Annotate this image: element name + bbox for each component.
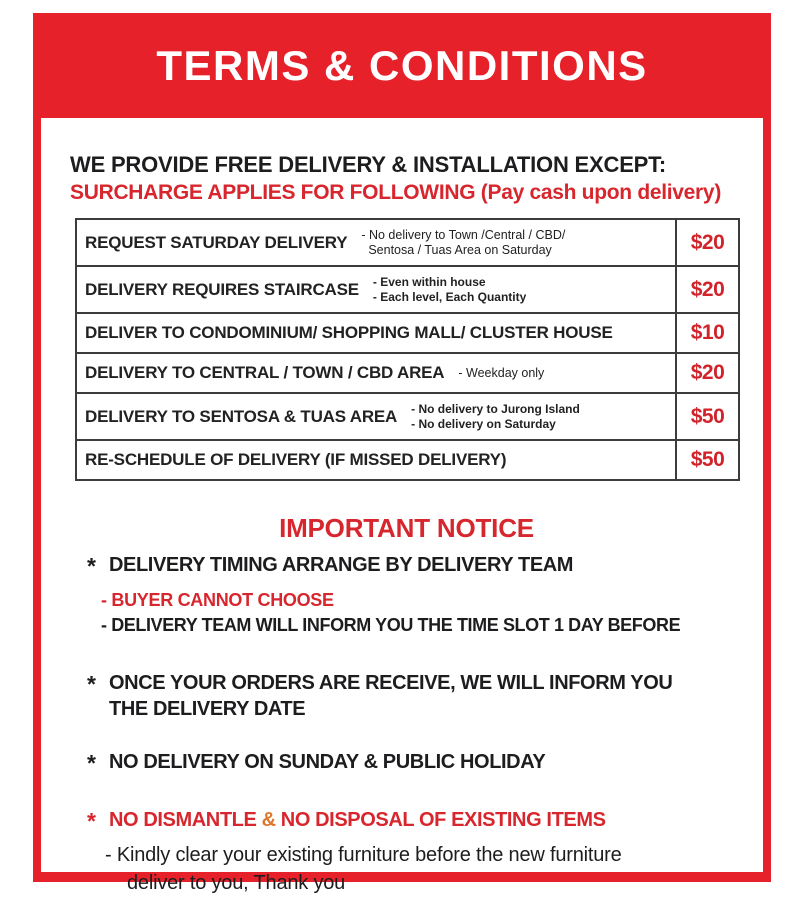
- intro-heading: WE PROVIDE FREE DELIVERY & INSTALLATION EXCEPT:: [70, 152, 667, 177]
- row-note: - No delivery to Town /Central / CBD/ Sentosa / Tuas Area on Saturday: [361, 227, 566, 257]
- price-cell: $10: [676, 313, 739, 353]
- price-cell: $20: [676, 353, 739, 393]
- row-label: RE-SCHEDULE OF DELIVERY (IF MISSED DELIVERY): [85, 450, 507, 469]
- page-title: TERMS & CONDITIONS: [156, 41, 648, 89]
- surcharge-table: [75, 218, 740, 481]
- row-note: - Even within house - Each level, Each Quantity: [372, 275, 527, 304]
- notice-item-text: NO DISMANTLE & NO DISPOSAL OF EXISTING ITEMS: [109, 808, 606, 831]
- notice-item-no-dismantle: [87, 807, 743, 836]
- price-cell: $20: [676, 219, 739, 266]
- header-banner: [33, 13, 771, 118]
- notice-subitem-time-slot: - DELIVERY TEAM WILL INFORM YOU THE TIME SLOT 1 DAY BEFORE: [101, 614, 681, 635]
- row-note: - No delivery to Jurong Island - No delivery on Saturday: [411, 402, 580, 431]
- bullet-asterisk: *: [87, 670, 96, 697]
- ampersand: &: [261, 808, 276, 831]
- notice-item-text: DELIVERY TIMING ARRANGE BY DELIVERY TEAM: [109, 554, 574, 576]
- table-row-central-town-cbd: [76, 353, 739, 393]
- bullet-asterisk: *: [87, 807, 96, 834]
- table-row-sentosa-tuas: [76, 393, 739, 440]
- row-label: DELIVERY REQUIRES STAIRCASE: [85, 279, 359, 299]
- table-row-staircase: [76, 266, 739, 313]
- notice-subitem-buyer-cannot-choose: - BUYER CANNOT CHOOSE: [101, 589, 334, 610]
- table-row-condominium: [76, 313, 739, 353]
- table-row-reschedule: [76, 440, 739, 480]
- price-cell: $50: [676, 393, 739, 440]
- notice-item-orders-receive: [87, 670, 743, 723]
- bullet-asterisk: *: [87, 553, 96, 579]
- notice-title: IMPORTANT NOTICE: [279, 513, 534, 543]
- price-cell: $50: [676, 440, 739, 480]
- surcharge-heading: SURCHARGE APPLIES FOR FOLLOWING (Pay cash upon delivery): [70, 181, 722, 204]
- notice-item-text: ONCE YOUR ORDERS ARE RECEIVE, WE WILL INFORM YOU THE DELIVERY DATE: [109, 671, 673, 720]
- notice-item-delivery-timing: [87, 552, 743, 581]
- row-label: DELIVERY TO SENTOSA & TUAS AREA: [85, 406, 398, 426]
- price-cell: $20: [676, 266, 739, 313]
- row-label: REQUEST SATURDAY DELIVERY: [85, 232, 348, 252]
- terms-poster: [33, 13, 771, 894]
- table-row-saturday-delivery: [76, 219, 739, 266]
- notice-item-text: NO DELIVERY ON SUNDAY & PUBLIC HOLIDAY: [109, 751, 546, 774]
- row-label: DELIVERY TO CENTRAL / TOWN / CBD AREA: [85, 363, 445, 382]
- poster-content: [41, 118, 763, 897]
- notice-item-no-sunday-delivery: [87, 749, 743, 778]
- row-note: - Weekday only: [458, 365, 545, 380]
- bullet-asterisk: *: [87, 750, 96, 777]
- notice-subitem-kindly-clear: - Kindly clear your existing furniture before the new furniture deliver to you, Thank you: [105, 843, 622, 894]
- row-label: DELIVER TO CONDOMINIUM/ SHOPPING MALL/ CLUSTER HOUSE: [85, 323, 613, 342]
